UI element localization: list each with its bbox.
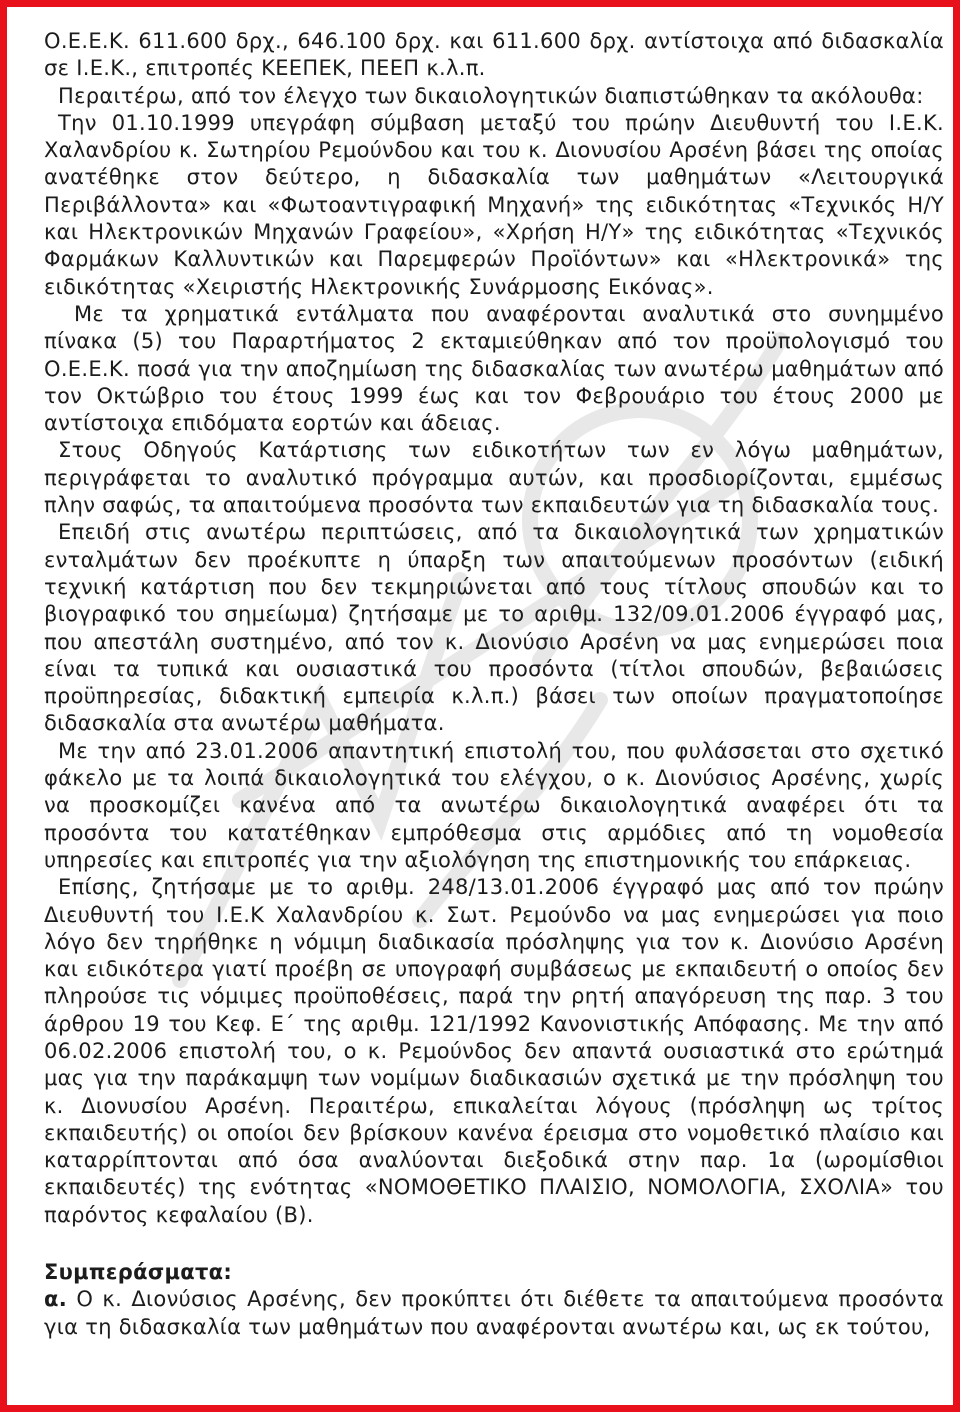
document-page bbox=[44, 28, 944, 1341]
paragraph-2: Περαιτέρω, από τον έλεγχο των δικαιολογητικών διαπιστώθηκαν τα ακόλουθα: bbox=[58, 83, 924, 108]
paragraph-6: Επειδή στις ανωτέρω περιπτώσεις, από τα δικαιολογητικά των χρηματικών ενταλμάτων δεν προέκυπτε η ύπαρξη των απαιτούμενων προσόντων (ειδική τεχνική κατάρτιση που δεν τεκμηριώνεται από τους τίτλους σπουδών και το βιογραφικό του σημείωμα) ζητήσαμε με το αριθμ. 132/09.01.2006 έγγραφό μας, που απεστάλη συστημένο, από τον κ. Διονύσιο Αρσένη να μας ενημερώσει ποια είναι τα τυπικά και ουσιαστικά του προσόντα (τίτλοι σπουδών, βεβαιώσεις προϋπηρεσίας, διδακτική εμπειρία κ.λ.π.) βάσει των οποίων πραγματοποίησε διδασκαλία στα ανωτέρω μαθήματα. bbox=[44, 520, 944, 736]
conclusion-a-text: Ο κ. Διονύσιος Αρσένης, δεν προκύπτει ότι διέθετε τα απαιτούμενα προσόντα για τη διδασκαλία των μαθημάτων που αναφέρονται ανωτέρω και, ως εκ τούτου, bbox=[44, 1287, 944, 1339]
paragraph-8: Επίσης, ζητήσαμε με το αριθμ. 248/13.01.2006 έγγραφό μας από τον πρώην Διευθυντή του Ι.Ε.Κ Χαλανδρίου κ. Σωτ. Ρεμούνδο να μας ενημερώσει για ποιο λόγο δεν τηρήθηκε η νόμιμη διαδικασία πρόσληψης για τον κ. Διονύσιο Αρσένη και ειδικότερα γιατί προέβη σε υπογραφή συμβάσεως με εκπαιδευτή ο οποίος δεν πληρούσε τις νόμιμες προϋποθέσεις, παρά την ρητή απαγόρευση της παρ. 3 του άρθρου 19 του Κεφ. Ε΄ της αριθμ. 121/1992 Κανονιστικής Απόφασης. Με την από 06.02.2006 επιστολή του, ο κ. Ρεμούνδος δεν απαντά ουσιαστικά στο ερώτημά μας για την παράκαμψη των νομίμων διαδικασιών σχετικά με την πρόσληψη του κ. Διονυσίου Αρσένη. Περαιτέρω, επικαλείται λόγους (πρόσληψη ως τρίτος εκπαιδευτής) οι οποίοι δεν βρίσκουν κανένα έρεισμα στο νομοθετικό πλαίσιο και καταρρίπτονται από όσα αναλύονται διεξοδικά στην παρ. 1α (ωρομίσθιοι εκπαιδευτές) της ενότητας «ΝΟΜΟΘΕΤΙΚΟ ΠΛΑΙΣΙΟ, ΝΟΜΟΛΟΓΙΑ, ΣΧΟΛΙΑ» του παρόντος κεφαλαίου (Β). bbox=[44, 875, 944, 1227]
paragraph-4: Με τα χρηματικά εντάλματα που αναφέρονται αναλυτικά στο συνημμένο πίνακα (5) του Παραρτήματος 2 εκταμιεύθηκαν από τον προϋπολογισμό του Ο.Ε.Ε.Κ. ποσά για την αποζημίωση της διδασκαλίας των ανωτέρω μαθημάτων από τον Οκτώβριο του έτους 1999 έως και τον Φεβρουάριο του έτους 2000 με αντίστοιχα επιδόματα εορτών και άδειας. bbox=[44, 301, 944, 436]
conclusions-heading: Συμπεράσματα: bbox=[44, 1260, 233, 1285]
section-spacer bbox=[44, 1229, 944, 1259]
conclusion-a bbox=[44, 1286, 944, 1341]
paragraph-5: Στους Οδηγούς Κατάρτισης των ειδικοτήτων των εν λόγω μαθημάτων, περιγράφεται το αναλυτικό πρόγραμμα αυτών, και προσδιορίζονται, εμμέσως πλην σαφώς, τα απαιτούμενα προσόντα των εκπαιδευτών για τη διδασκαλία τους. bbox=[44, 438, 944, 518]
conclusion-a-letter: α. bbox=[44, 1287, 68, 1312]
paragraph-3: Την 01.10.1999 υπεγράφη σύμβαση μεταξύ του πρώην Διευθυντή του Ι.Ε.Κ. Χαλανδρίου κ. Σωτηρίου Ρεμούνδου και του κ. Διονυσίου Αρσένη βάσει της οποίας ανατέθηκε στον δεύτερο, η διδασκαλία των μαθημάτων «Λειτουργικά Περιβάλλοντα» και «Φωτοαντιγραφική Μηχανή» της ειδικότητας «Τεχνικός Η/Υ και Ηλεκτρονικών Μηχανών Γραφείου», «Χρήση Η/Υ» της ειδικότητας «Τεχνικός Φαρμάκων Καλλυντικών και Παρεμφερών Προϊόντων» και «Ηλεκτρονικά» της ειδικότητας «Χειριστής Ηλεκτρονικής Συνάρμοσης Εικόνας». bbox=[44, 110, 944, 299]
paragraph-7: Με την από 23.01.2006 απαντητική επιστολή του, που φυλάσσεται στο σχετικό φάκελο με τα λοιπά δικαιολογητικά του ελέγχου, ο κ. Διονύσιος Αρσένης, χωρίς να προσκομίζει κανένα από τα ανωτέρω δικαιολογητικά αναφέρει ότι τα προσόντα του κατατέθηκαν εμπρόθεσμα στις αρμόδιες από τη νομοθεσία υπηρεσίες και επιτροπές για την αξιολόγηση της επιστημονικής του επάρκειας. bbox=[44, 738, 944, 872]
paragraph-1: Ο.Ε.Ε.Κ. 611.600 δρχ., 646.100 δρχ. και 611.600 δρχ. αντίστοιχα από διδασκαλία σε Ι.Ε.Κ., επιτροπές ΚΕΕΠΕΚ, ΠΕΕΠ κ.λ.π. bbox=[44, 29, 944, 81]
